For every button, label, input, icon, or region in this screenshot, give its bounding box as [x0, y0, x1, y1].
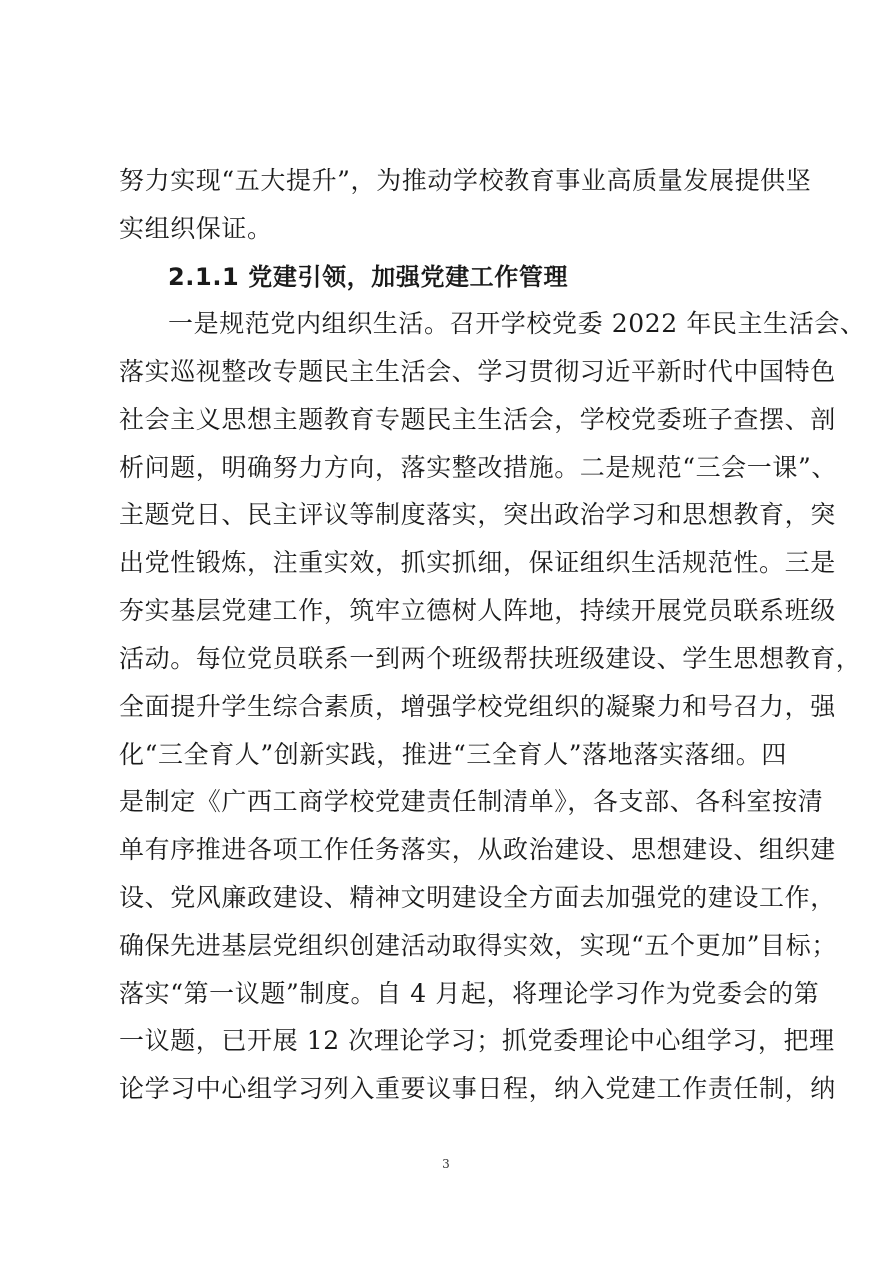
paragraph-line: 析问题，明确努力方向，落实整改措施。二是规范“三会一课”、 — [119, 453, 837, 482]
paragraph-line: 设、党风廉政建设、精神文明建设全方面去加强党的建设工作， — [119, 883, 836, 912]
paragraph-line: 实组织保证。 — [119, 214, 273, 243]
paragraph-line: 出党性锻炼，注重实效，抓实抓细，保证组织生活规范性。三是 — [119, 548, 836, 577]
paragraph-line: 夯实基层党建工作，筑牢立德树人阵地，持续开展党员联系班级 — [119, 596, 836, 625]
paragraph-line: 努力实现“五大提升”，为推动学校教育事业高质量发展提供坚 — [119, 166, 812, 195]
paragraph-line: 社会主义思想主题教育专题民主生活会，学校党委班子查摆、剖 — [119, 405, 836, 434]
paragraph-line: 主题党日、民主评议等制度落实，突出政治学习和思想教育，突 — [119, 500, 836, 529]
paragraph-line: 一议题，已开展 12 次理论学习；抓党委理论中心组学习，把理 — [119, 1026, 835, 1055]
paragraph-line: 化“三全育人”创新实践，推进“三全育人”落地落实落细。四 — [119, 740, 787, 769]
paragraph-line: 单有序推进各项工作任务落实，从政治建设、思想建设、组织建 — [119, 835, 836, 864]
paragraph-line: 论学习中心组学习列入重要议事日程，纳入党建工作责任制，纳 — [119, 1074, 836, 1103]
paragraph-line: 落实“第一议题”制度。自 4 月起，将理论学习作为党委会的第 — [119, 979, 820, 1008]
paragraph-line: 一是规范党内组织生活。召开学校党委 2022 年民主生活会、 — [168, 309, 866, 338]
page-number: 3 — [442, 1157, 450, 1171]
paragraph-line: 全面提升学生综合素质，增强学校党组织的凝聚力和号召力，强 — [119, 692, 836, 721]
paragraph-line: 是制定《广西工商学校党建责任制清单》，各支部、各科室按清 — [119, 787, 824, 816]
section-heading: 2.1.1 党建引领，加强党建工作管理 — [168, 263, 569, 291]
paragraph-line: 确保先进基层党组织创建活动取得实效，实现“五个更加”目标； — [119, 931, 837, 960]
paragraph-line: 落实巡视整改专题民主生活会、学习贯彻习近平新时代中国特色 — [119, 357, 836, 386]
paragraph-line: 活动。每位党员联系一到两个班级帮扶班级建设、学生思想教育， — [119, 644, 862, 673]
